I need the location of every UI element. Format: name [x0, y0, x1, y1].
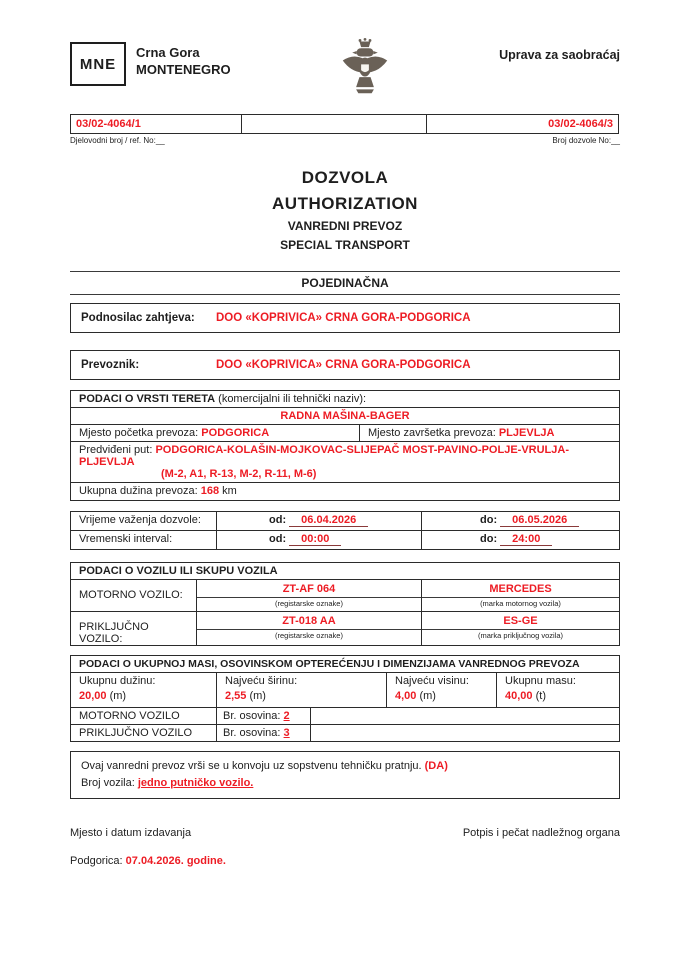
issue-date-line — [70, 855, 620, 867]
applicant-value: DOO «KOPRIVICA» CRNA GORA-PODGORICA — [216, 312, 471, 324]
dim-col-mass — [496, 673, 619, 707]
footer-labels — [70, 827, 620, 839]
convoy-vehicles-value: jedno putničko vozilo. — [137, 777, 254, 789]
end-value: PLJEVLJA — [498, 427, 555, 439]
motor-plate-caption: (registarske oznake) — [275, 599, 343, 608]
cargo-title: PODACI O VRSTI TERETA — [79, 393, 216, 405]
to-label: do: — [480, 533, 498, 545]
convoy-sentence-line — [81, 758, 609, 775]
signature-label: Potpis i pečat nadležnog organa — [462, 827, 620, 839]
applicant-box — [70, 303, 620, 333]
motor-brand-value: MERCEDES — [422, 580, 619, 598]
reference-captions — [70, 136, 620, 145]
from-label: od: — [269, 533, 287, 545]
dim-width-label: Najveću širinu: — [225, 675, 298, 687]
ref-caption-right: Broj dozvole No:__ — [552, 136, 620, 145]
route-length-row — [71, 483, 619, 500]
motor-vehicle-label: MOTORNO VOZILO: — [79, 589, 183, 601]
route-roads: (M-2, A1, R-13, M-2, R-11, M-6) — [161, 468, 317, 480]
dim-mass-value: 40,00 — [505, 690, 533, 702]
subtitle-special-transport: SPECIAL TRANSPORT — [280, 238, 410, 252]
dim-mass-unit: (t) — [535, 690, 546, 702]
motor-axles-filler — [311, 708, 619, 724]
ref-number-middle-empty — [241, 114, 427, 134]
dimensions-section-title: PODACI O UKUPNOJ MASI, OSOVINSKOM OPTEREĆENJU I DIMENZIJAMA VANREDNOG PREVOZA — [71, 656, 619, 673]
dim-length-label: Ukupnu dužinu: — [79, 675, 156, 687]
route-roads-line — [161, 468, 611, 480]
dim-mass-value-line — [505, 690, 611, 702]
permit-type-section — [70, 271, 620, 295]
motor-vehicle-row — [71, 580, 619, 611]
dim-height-label: Najveću visinu: — [395, 675, 469, 687]
dim-width-value-line — [225, 690, 378, 702]
dim-width-unit: (m) — [249, 690, 266, 702]
route-label: Predviđeni put: — [79, 444, 153, 456]
convoy-box — [70, 751, 620, 799]
axles-label: Br. osovina: — [223, 710, 281, 722]
issue-date: 07.04.2026. godine. — [125, 855, 226, 867]
ref-number-left: 03/02-4064/1 — [70, 114, 242, 134]
trailer-plate-value: ZT-018 AA — [197, 612, 421, 630]
motor-plate-cell — [196, 580, 421, 611]
transport-end-cell — [359, 425, 619, 441]
dim-height-value: 4,00 — [395, 690, 417, 702]
motor-axles-row — [71, 708, 619, 725]
country-line-english: MONTENEGRO — [136, 62, 231, 77]
interval-from-time: 00:00 — [289, 533, 341, 546]
dim-height-unit: (m) — [419, 690, 436, 702]
subtitle-vanredni-prevoz: VANREDNI PREVOZ — [287, 219, 403, 233]
route-row — [71, 442, 619, 483]
convoy-sentence: Ovaj vanredni prevoz vrši se u konvoju uz sopstvenu tehničku pratnju. — [81, 760, 422, 772]
mne-logo — [70, 42, 126, 86]
dim-col-height — [386, 673, 496, 707]
interval-to-time: 24:00 — [500, 533, 552, 546]
valid-from-cell — [216, 512, 421, 530]
motor-axles-cell — [216, 708, 311, 724]
dimensions-box — [70, 655, 620, 742]
cargo-name-row — [71, 408, 619, 425]
document-title — [70, 165, 620, 255]
carrier-value: DOO «KOPRIVICA» CRNA GORA-PODGORICA — [216, 359, 471, 371]
valid-to-cell — [421, 512, 619, 530]
trailer-axles-row — [71, 725, 619, 741]
dim-mass-label: Ukupnu masu: — [505, 675, 576, 687]
motor-brand-cell — [421, 580, 619, 611]
interval-label: Vremenski interval: — [79, 533, 173, 545]
time-interval-row — [71, 530, 619, 549]
cargo-title-note: (komercijalni ili tehnički naziv): — [218, 393, 367, 405]
dim-length-value-line — [79, 690, 208, 702]
convoy-vehicles-label: Broj vozila: — [81, 777, 135, 789]
convoy-vehicles-line — [81, 775, 609, 792]
dim-col-width — [216, 673, 386, 707]
title-dozvola: DOZVOLA — [301, 168, 389, 187]
axles-label: Br. osovina: — [223, 727, 281, 739]
dim-col-length — [71, 673, 216, 707]
valid-from-date: 06.04.2026 — [289, 514, 368, 527]
carrier-label: Prevoznik: — [81, 359, 140, 371]
transport-start-cell — [71, 425, 359, 441]
length-unit: km — [222, 485, 237, 497]
trailer-vehicle-row — [71, 611, 619, 645]
cargo-name: RADNA MAŠINA-BAGER — [280, 410, 410, 422]
trailer-brand-caption: (marka priključnog vozila) — [477, 631, 564, 640]
title-authorization: AUTHORIZATION — [272, 194, 418, 213]
issue-place-label: Mjesto i datum izdavanja — [70, 827, 192, 839]
permit-type: POJEDINAČNA — [301, 276, 389, 290]
ref-caption-left: Djelovodni broj / ref. No:__ — [70, 136, 165, 145]
cargo-box — [70, 390, 620, 501]
validity-box — [70, 511, 620, 550]
cargo-places-row — [71, 425, 619, 442]
length-value: 168 — [200, 485, 220, 497]
dim-height-value-line — [395, 690, 488, 702]
motor-plate-value: ZT-AF 064 — [197, 580, 421, 598]
length-label: Ukupna dužina prevoza: — [79, 485, 198, 497]
trailer-axles-filler — [311, 725, 619, 741]
from-label: od: — [269, 514, 287, 526]
to-label: do: — [480, 514, 498, 526]
country-name — [136, 40, 231, 78]
motor-axles-count: 2 — [283, 710, 290, 722]
validity-label: Vrijeme važenja dozvole: — [79, 514, 201, 526]
dim-length-value: 20,00 — [79, 690, 107, 702]
trailer-axles-vehicle-label: PRIKLJUČNO VOZILO — [79, 727, 193, 739]
trailer-axles-cell — [216, 725, 311, 741]
trailer-brand-value: ES-GE — [422, 612, 619, 630]
dim-length-unit: (m) — [109, 690, 127, 702]
trailer-axles-count: 3 — [283, 727, 290, 739]
route-line — [79, 444, 611, 468]
cargo-title-row — [71, 391, 619, 408]
authority-name: Uprava za saobraćaj — [499, 48, 620, 62]
start-label: Mjesto početka prevoza: — [79, 427, 199, 439]
document-page — [70, 0, 620, 867]
validity-dates-row — [71, 512, 619, 530]
dim-width-value: 2,55 — [225, 690, 247, 702]
start-value: PODGORICA — [201, 427, 270, 439]
motor-axles-vehicle-label: MOTORNO VOZILO — [79, 710, 180, 722]
applicant-label: Podnosilac zahtjeva: — [81, 312, 195, 324]
trailer-plate-cell — [196, 612, 421, 645]
permit-number-right: 03/02-4064/3 — [426, 114, 619, 134]
interval-to-cell — [421, 531, 619, 549]
trailer-brand-cell — [421, 612, 619, 645]
vehicle-section-title: PODACI O VOZILU ILI SKUPU VOZILA — [71, 563, 619, 580]
valid-to-date: 06.05.2026 — [500, 514, 579, 527]
document-header — [70, 40, 620, 98]
dimensions-columns — [71, 673, 619, 708]
trailer-plate-caption: (registarske oznake) — [275, 631, 343, 640]
country-line-local: Crna Gora — [136, 45, 200, 60]
convoy-answer: (DA) — [424, 760, 448, 772]
coat-of-arms-icon — [231, 36, 499, 96]
trailer-vehicle-label: PRIKLJUČNO VOZILO: — [79, 621, 149, 645]
mne-logo-text: MNE — [79, 55, 117, 73]
carrier-box — [70, 350, 620, 380]
motor-brand-caption: (marka motornog vozila) — [480, 599, 561, 608]
vehicle-box — [70, 562, 620, 646]
end-label: Mjesto završetka prevoza: — [368, 427, 496, 439]
interval-from-cell — [216, 531, 421, 549]
reference-number-row — [70, 114, 620, 134]
issue-place: Podgorica: — [70, 855, 123, 867]
route-value: PODGORICA-KOLAŠIN-MOJKOVAC-SLIJEPAČ MOST-PAVINO-POLJE-VRULJA-PLJEVLJA — [79, 444, 569, 468]
